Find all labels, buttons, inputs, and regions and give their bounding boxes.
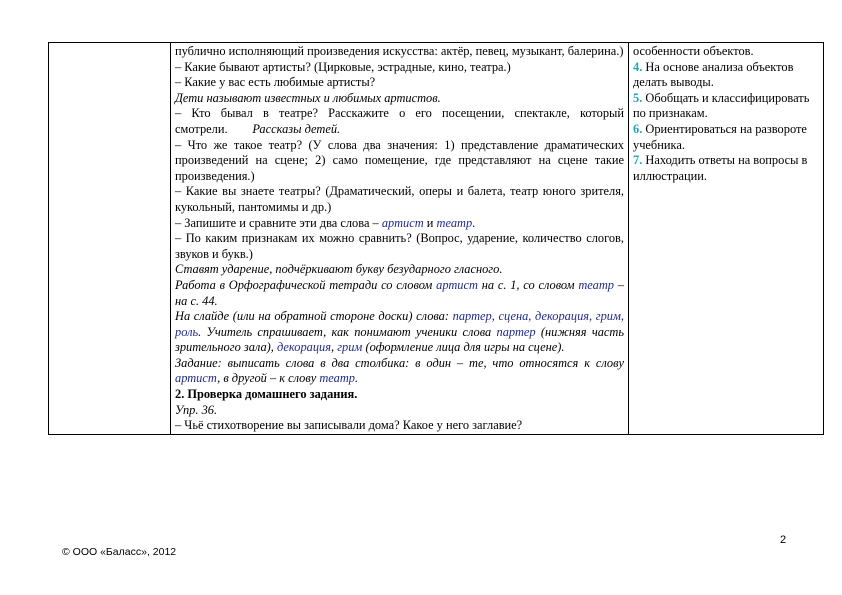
lesson-plan-table [48, 42, 824, 435]
goal-item: 7. Находить ответы на вопросы в иллюстрации. [633, 153, 808, 183]
text-line: – Чьё стихотворение вы записывали дома? Какое у него заглавие? [175, 418, 523, 433]
goal-item: особенности объектов. [633, 44, 754, 58]
goal-item: 4. На основе анализа объектов делать выводы. [633, 59, 794, 90]
text-line: На слайде (или на обратной стороне доски) слова: партер, сцена, декорация, грим, роль. Учитель спрашивает, как понимают ученики слова партер (нижняя часть зрительного зала), декорация, грим (оформление лица для игры на сцене). [175, 309, 625, 355]
text-line: – Какие бывают артисты? (Цирковые, эстрадные, кино, театра.) [175, 59, 511, 74]
content-cell [171, 43, 629, 435]
text-line: – Кто бывал в театре? Расскажите о его посещении, спектакле, который смотрели. Рассказы детей. [175, 106, 624, 136]
goals-cell [629, 43, 824, 435]
section-heading: 2. Проверка домашнего задания. [175, 387, 358, 402]
text-line: – Какие у вас есть любимые артисты? [175, 75, 376, 90]
text-line: публично исполняющий произведения искусства: актёр, певец, музыкант, балерина.) [175, 44, 624, 58]
text-line: Дети называют известных и любимых артистов. [175, 90, 441, 105]
copyright-footer: © ООО «Баласс», 2012 [62, 546, 177, 558]
text-line: – Какие вы знаете театры? (Драматический, оперы и балета, театр юного зрителя, кукольный, пантомимы и др.) [175, 184, 624, 214]
goal-item: 6. Ориентироваться на развороте учебника. [633, 121, 807, 152]
text-line: Работа в Орфографической тетради со словом артист на с. 1, со словом театр – на с. 44. [175, 277, 624, 308]
text-line: Ставят ударение, подчёркивают букву безударного гласного. [175, 262, 503, 277]
text-line: – По каким признакам их можно сравнить? (Вопрос, ударение, количество слогов, звуков и букв.) [175, 231, 624, 261]
text-line: Упр. 36. [175, 402, 218, 417]
table-row [49, 43, 824, 435]
text-line: – Что же такое театр? (У слова два значения: 1) представление драматических произведений на сцене; 2) само помещение, где представляют на сцене такие произведения.) [175, 137, 624, 183]
text-line: – Запишите и сравните эти два слова – артист и театр. [175, 215, 476, 230]
stage-cell [49, 43, 171, 435]
goal-item: 5. Обобщать и классифицировать по признакам. [633, 90, 810, 121]
page-number: 2 [780, 534, 787, 546]
text-line: Задание: выписать слова в два столбика: в один – те, что относятся к слову артист, в другой – к слову театр. [175, 355, 624, 386]
